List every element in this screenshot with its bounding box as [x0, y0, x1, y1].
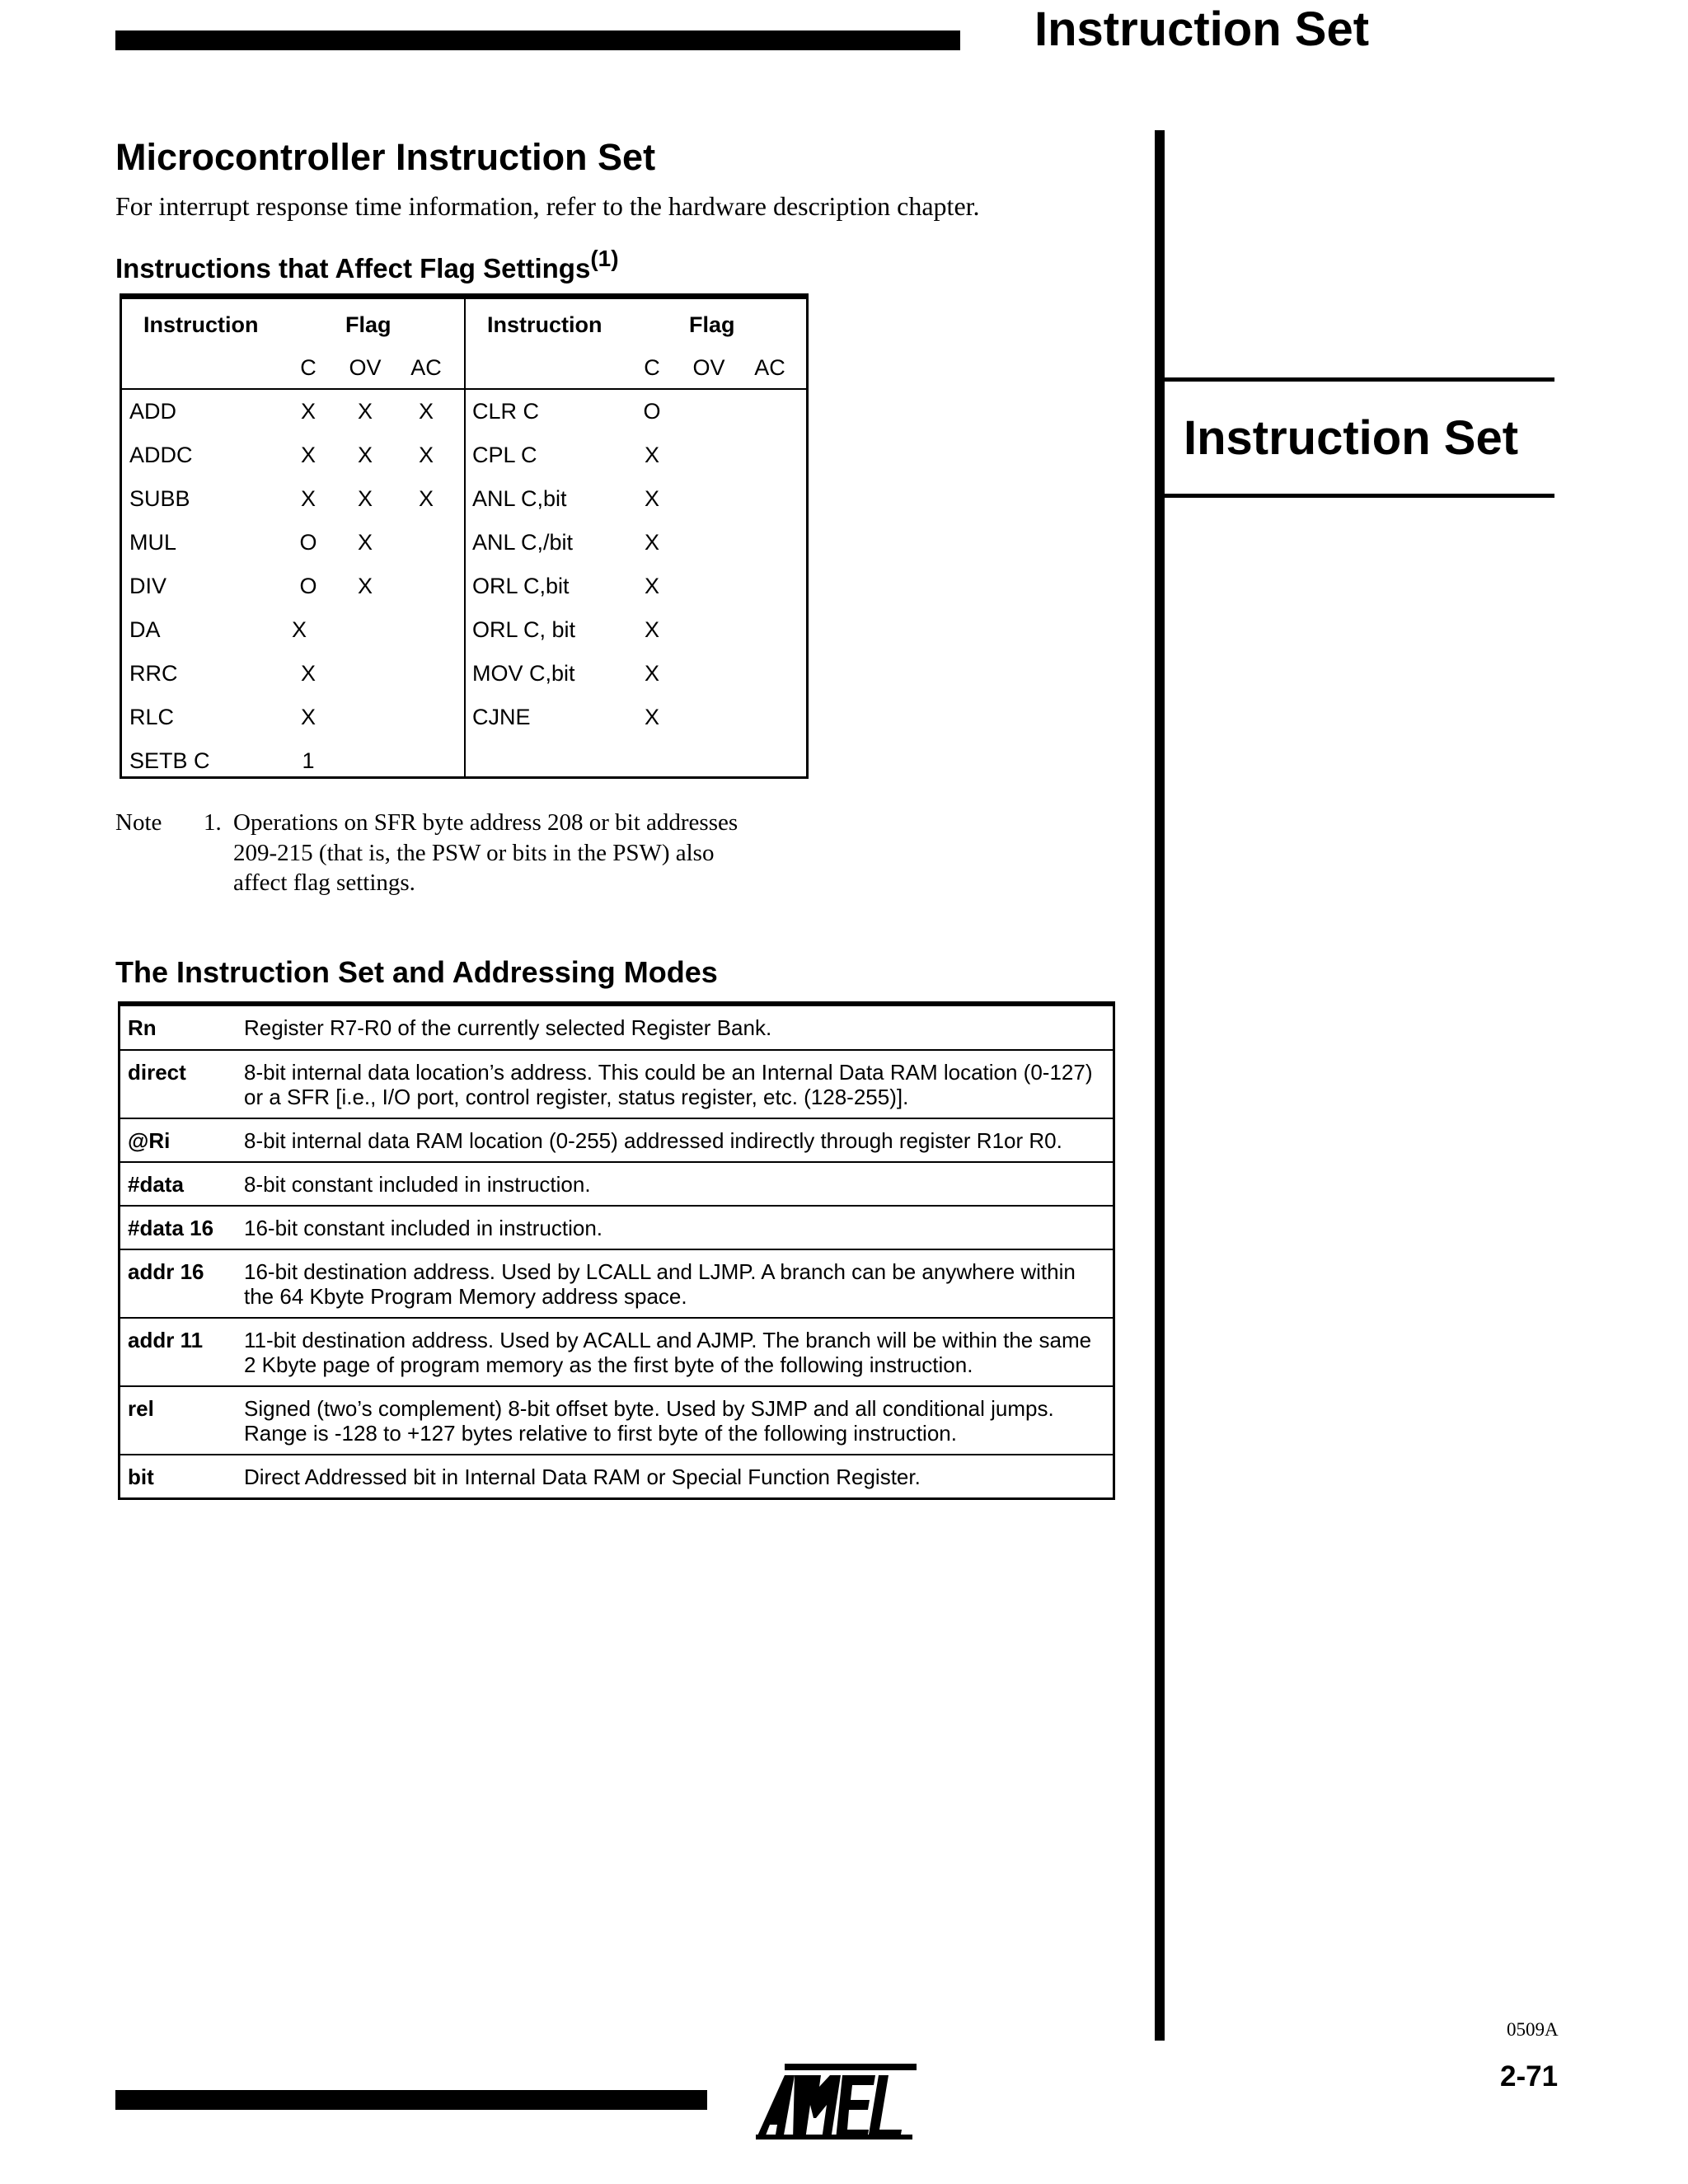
header-flag-right: Flag — [689, 312, 735, 337]
flag-row-instruction: CLR C — [472, 399, 540, 424]
mode-term: @Ri — [128, 1128, 171, 1153]
mode-term: #data 16 — [128, 1216, 214, 1240]
flag-row-ov: X — [357, 399, 373, 424]
header-c-right: C — [644, 355, 660, 380]
flag-row-c: O — [643, 399, 661, 424]
header-ov-right: OV — [692, 355, 725, 380]
header-c-left: C — [300, 355, 316, 380]
flag-row-instruction: ANL C,bit — [472, 486, 567, 511]
flag-row-ov: X — [357, 443, 373, 467]
mode-description: 16-bit constant included in instruction. — [244, 1216, 603, 1240]
flag-row-instruction: DA — [129, 617, 161, 642]
note-label: Note — [115, 809, 162, 836]
flag-row-ac: X — [418, 443, 434, 467]
flag-row-c: X — [644, 705, 660, 729]
flag-row-c: X — [644, 617, 660, 642]
table-row — [120, 1205, 1113, 1249]
flag-row-instruction: ADDC — [129, 443, 193, 467]
table-row — [120, 1317, 1113, 1385]
page-number: 2-71 — [1500, 2060, 1559, 2093]
flag-row-instruction: SETB C — [129, 748, 210, 773]
side-tab-rule-top — [1165, 377, 1554, 382]
flag-row-c: X — [300, 705, 316, 729]
header-instruction-right: Instruction — [487, 312, 603, 337]
flag-row-instruction: MUL — [129, 530, 177, 555]
flag-row-instruction: RRC — [129, 661, 178, 686]
flag-row-c: X — [644, 443, 660, 467]
header-instruction-left: Instruction — [143, 312, 259, 337]
flag-row-instruction: ORL C,bit — [472, 574, 570, 598]
table-row — [120, 1006, 1113, 1049]
flag-row-c: X — [644, 530, 660, 555]
table-header-divider — [122, 388, 806, 390]
flag-row-ac: X — [418, 486, 434, 511]
mode-description: Direct Addressed bit in Internal Data RAM or Special Function Register. — [244, 1465, 921, 1489]
flag-row-instruction: ANL C,/bit — [472, 530, 574, 555]
mode-term: rel — [128, 1396, 154, 1421]
reference-code: 0509A — [1507, 2019, 1559, 2040]
flag-row-c: X — [644, 486, 660, 511]
addressing-modes-table — [118, 1001, 1115, 1500]
flag-row-instruction: CPL C — [472, 443, 537, 467]
side-tab-title: Instruction Set — [1184, 411, 1519, 465]
header-rule — [115, 30, 960, 50]
flag-row-c: 1 — [302, 748, 315, 773]
table-column-divider — [464, 299, 466, 776]
mode-description: Register R7-R0 of the currently selected Register Bank. — [244, 1015, 772, 1040]
table-row — [120, 1454, 1113, 1497]
addressing-modes-heading: The Instruction Set and Addressing Modes — [115, 955, 718, 989]
flag-row-ov: X — [357, 530, 373, 555]
mode-description: 16-bit destination address. Used by LCALL and LJMP. A branch can be anywhere within the 64 Kbyte Program Memory address space. — [244, 1259, 1076, 1309]
flag-row-ov: X — [357, 574, 373, 598]
flag-row-c: X — [300, 399, 316, 424]
flag-row-ov: X — [357, 486, 373, 511]
mode-description: Signed (two’s complement) 8-bit offset byte. Used by SJMP and all conditional jumps. Range is -128 to +127 bytes relative to first byte of the following instruction. — [244, 1396, 1054, 1446]
mode-description: 8-bit internal data RAM location (0-255) addressed indirectly through register R1or R0. — [244, 1128, 1062, 1153]
flag-row-c: X — [300, 443, 316, 467]
mode-description: 11-bit destination address. Used by ACALL and AJMP. The branch will be within the same 2 Kbyte page of program memory as the first byte of the following instruction. — [244, 1328, 1092, 1377]
mode-description: 8-bit internal data location’s address. This could be an Internal Data RAM location (0-127) or a SFR [i.e., I/O port, control register, status register, etc. (128-255)]. — [244, 1060, 1093, 1109]
flag-row-c: X — [644, 574, 660, 598]
table-row — [120, 1049, 1113, 1118]
flag-settings-table — [120, 293, 809, 779]
flag-row-c: X — [291, 617, 307, 642]
flag-row-c: X — [300, 486, 316, 511]
intro-text: For interrupt response time information, refer to the hardware description chapter. — [115, 191, 980, 221]
mode-term: addr 16 — [128, 1259, 204, 1284]
flag-row-c: X — [300, 661, 316, 686]
note-number: 1. — [204, 809, 222, 836]
atmel-logo — [752, 2060, 921, 2143]
header-ac-left: AC — [410, 355, 442, 380]
flag-row-instruction: RLC — [129, 705, 175, 729]
page-title: Microcontroller Instruction Set — [115, 136, 656, 178]
footnote-marker: (1) — [590, 246, 619, 271]
header-flag-left: Flag — [345, 312, 392, 337]
mode-term: #data — [128, 1172, 184, 1197]
atmel-logo-mark — [756, 2064, 917, 2139]
mode-term: addr 11 — [128, 1328, 204, 1352]
flag-row-c: X — [644, 661, 660, 686]
side-tab-rule-bottom — [1165, 494, 1554, 498]
side-vertical-rule — [1155, 130, 1165, 2041]
header-ac-right: AC — [754, 355, 785, 380]
header-ov-left: OV — [349, 355, 382, 380]
flag-row-instruction: SUBB — [129, 486, 190, 511]
flag-row-instruction: DIV — [129, 574, 167, 598]
footer-rule — [115, 2090, 707, 2110]
table-row — [120, 1118, 1113, 1161]
mode-term: direct — [128, 1060, 186, 1085]
mode-term: bit — [128, 1465, 154, 1489]
flag-table-heading — [115, 244, 619, 293]
flag-row-instruction: MOV C,bit — [472, 661, 575, 686]
table-row — [120, 1249, 1113, 1317]
mode-term: Rn — [128, 1015, 157, 1040]
flag-row-instruction: ADD — [129, 399, 177, 424]
flag-row-c: O — [299, 574, 317, 598]
flag-row-instruction: CJNE — [472, 705, 531, 729]
note-text: Operations on SFR byte address 208 or bit addresses 209-215 (that is, the PSW or bits in the PSW) also affect flag settings. — [233, 809, 738, 896]
flag-row-c: O — [299, 530, 317, 555]
running-header-title: Instruction Set — [1034, 2, 1370, 56]
table-row — [120, 1161, 1113, 1205]
mode-description: 8-bit constant included in instruction. — [244, 1172, 591, 1197]
flag-heading-text: Instructions that Affect Flag Settings — [115, 253, 591, 284]
table-row — [120, 1385, 1113, 1454]
flag-row-instruction: ORL C, bit — [472, 617, 576, 642]
flag-row-ac: X — [418, 399, 434, 424]
